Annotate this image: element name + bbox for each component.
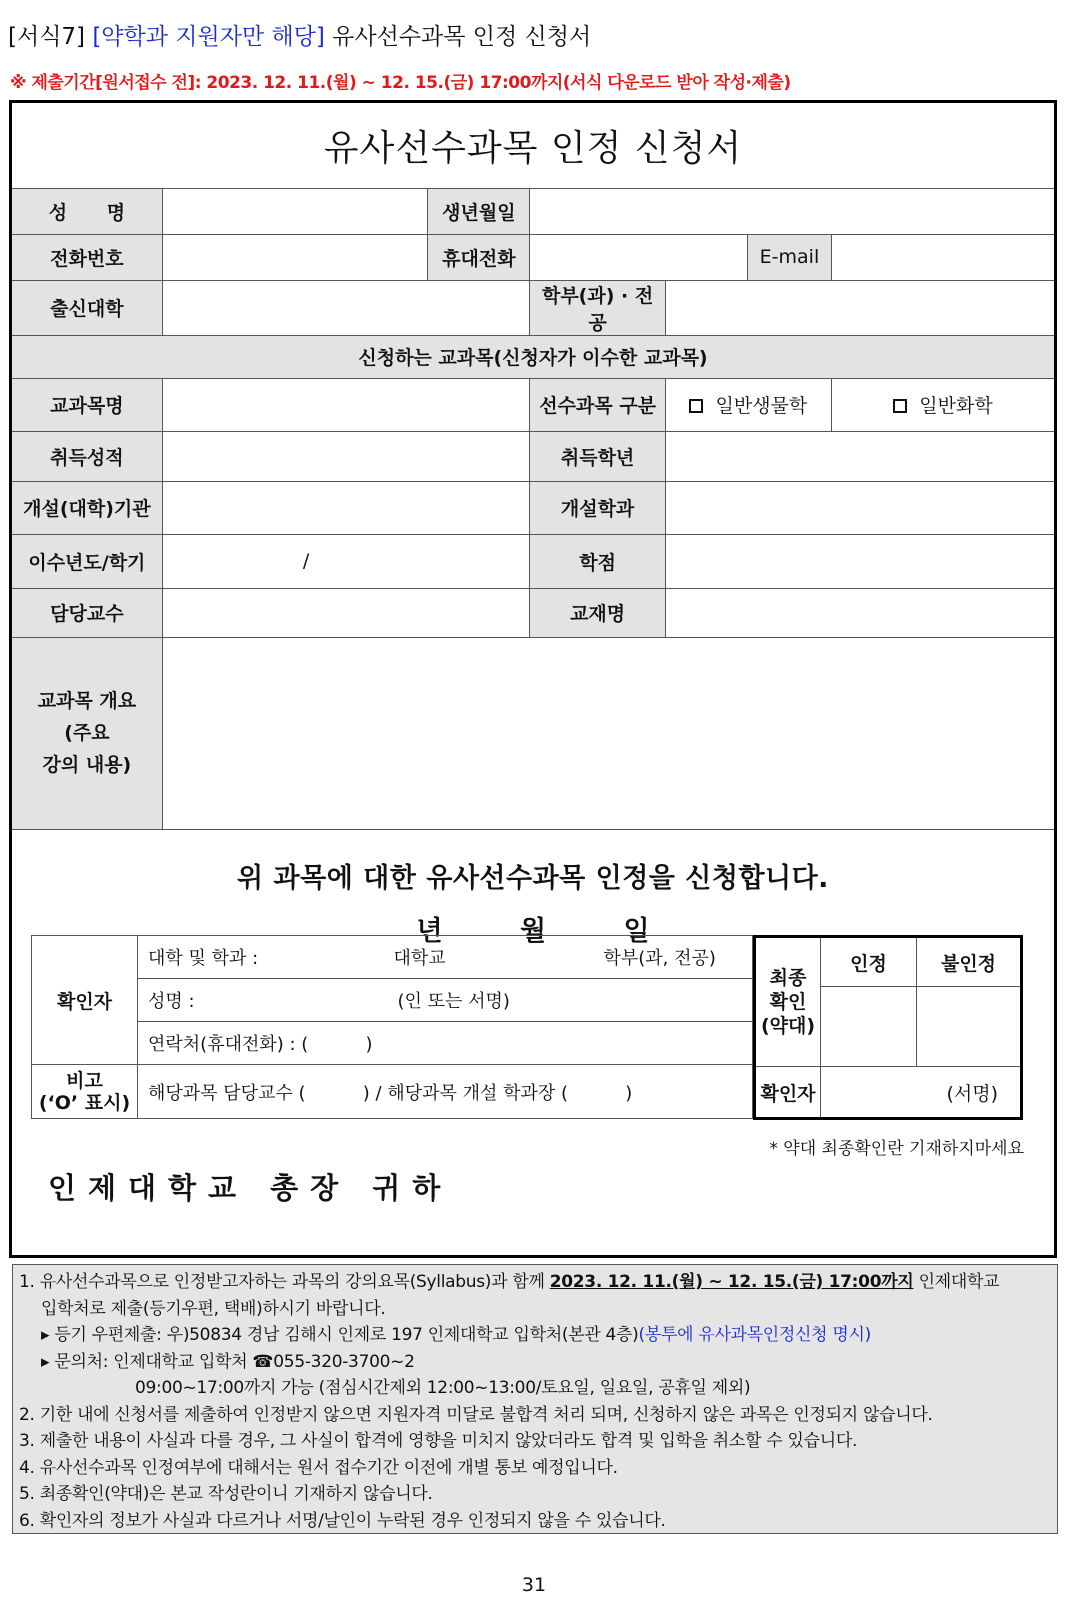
phone-field[interactable] <box>162 234 428 280</box>
offering-dept-field[interactable] <box>665 481 1054 534</box>
sign-label: (서명) <box>946 1082 998 1105</box>
term-field[interactable] <box>162 534 530 588</box>
deadline-notice: ※ 제출기간[원서접수 전]: 2023. 12. 11.(월) ~ 12. 15.(금) 17:00까지(서식 다운로드 받아 작성·제출) <box>10 73 791 93</box>
credits-label: 학점 <box>530 534 665 588</box>
name-label: 성 명 <box>12 189 162 234</box>
final-confirmer-label: 확인자 <box>755 1067 821 1119</box>
course-name-label: 교과목명 <box>12 378 162 431</box>
option-general-chemistry[interactable] <box>832 378 1054 431</box>
univ-label: 대학교 <box>393 948 446 969</box>
approve-header: 인정 <box>821 937 917 987</box>
note-2: 2. 기한 내에 신청서를 제출하여 인정받지 않으면 지원자격 미달로 불합격 처리 되며, 신청하지 않은 과목은 인정되지 않습니다. <box>19 1404 933 1425</box>
professor-label: 담당교수 <box>12 588 162 637</box>
date-month: 월 <box>519 915 547 947</box>
final-label-line2: 확인 <box>769 991 807 1013</box>
grade-label: 취득성적 <box>12 431 162 481</box>
checkbox-icon[interactable] <box>893 399 907 413</box>
overview-label-line1: 교과목 개요 <box>37 690 137 712</box>
final-note: * 약대 최종확인란 기재하지마세요 <box>769 1139 1024 1159</box>
note-1-hours: 09:00~17:00까지 가능 (점심시간제외 12:00~13:00/토요일, 일요일, 공휴일 제외) <box>135 1378 751 1398</box>
credits-field[interactable] <box>665 534 1054 588</box>
term-separator: / <box>302 550 310 572</box>
overview-label <box>12 637 162 829</box>
university-label: 출신대학 <box>12 280 162 335</box>
note-6: 6. 확인자의 정보가 사실과 다르거나 서명/날인이 누락된 경우 인정되지 않을 수 있습니다. <box>19 1510 666 1531</box>
dept-label: 학부(과, 전공) <box>603 948 716 969</box>
phone-label: 전화번호 <box>12 234 162 280</box>
mobile-label: 휴대전화 <box>428 234 530 280</box>
final-label-line3: (약대) <box>760 1015 816 1037</box>
form-header <box>8 18 591 51</box>
approve-cell[interactable] <box>821 987 917 1067</box>
professor-field[interactable] <box>162 588 530 637</box>
textbook-label: 교재명 <box>530 588 665 637</box>
note-1-line2: 입학처로 제출(등기우편, 택배)하시기 바랍니다. <box>41 1298 386 1319</box>
year-taken-label: 취득학년 <box>530 431 665 481</box>
confirmer-name-row[interactable] <box>138 979 753 1022</box>
mail-address: ▸ 등기 우편제출: 우)50834 경남 김해시 인제로 197 인제대학교 입학처(본관 4층) <box>41 1325 639 1345</box>
birth-label: 생년월일 <box>428 189 530 234</box>
department-field[interactable] <box>665 280 1054 335</box>
birth-field[interactable] <box>530 189 1054 234</box>
year-taken-field[interactable] <box>665 431 1054 481</box>
note-1-deadline: 2023. 12. 11.(월) ~ 12. 15.(금) 17:00까지 <box>549 1272 914 1292</box>
envelope-note: (봉투에 유사과목인정신청 명시) <box>638 1325 871 1345</box>
instructions-box <box>12 1264 1058 1534</box>
reject-cell[interactable] <box>917 987 1022 1067</box>
remark-label-line2: (‘O’ 표시) <box>38 1091 131 1114</box>
institution-field[interactable] <box>162 481 530 534</box>
overview-label-line3: 강의 내용) <box>42 754 132 776</box>
note-1-mail <box>19 1322 1051 1349</box>
option-general-biology[interactable] <box>665 378 831 431</box>
note-1-contact: ▸ 문의처: 인제대학교 입학처 ☎055-320-3700~2 <box>41 1351 415 1372</box>
overview-label-line2: (주요 <box>64 722 110 744</box>
grade-field[interactable] <box>162 431 530 481</box>
date-day: 일 <box>623 915 650 947</box>
form-title: 유사선수과목 인정 신청서 <box>12 103 1054 189</box>
remark-label <box>32 1065 138 1119</box>
note-5: 5. 최종확인(약대)은 본교 작성란이니 기재하지 않습니다. <box>19 1484 433 1504</box>
final-confirmation-table <box>753 935 1023 1120</box>
confirmer-name-label: 성명 : <box>148 991 195 1012</box>
univ-dept-label: 대학 및 학과 : <box>148 948 259 969</box>
note-1-text: 1. 유사선수과목으로 인정받고자하는 과목의 강의요목(Syllabus)과 함께 <box>19 1272 550 1292</box>
note-3: 3. 제출한 내용이 사실과 다를 경우, 그 사실이 합격에 영향을 미치지 않았더라도 합격 및 입학을 취소할 수 있습니다. <box>19 1431 858 1451</box>
note-4: 4. 유사선수과목 인정여부에 대해서는 원서 접수기간 이전에 개별 통보 예정입니다. <box>19 1457 618 1478</box>
confirmer-univ-row[interactable] <box>138 936 753 979</box>
target-note: [약학과 지원자만 해당] <box>92 24 325 50</box>
institution-label: 개설(대학)기관 <box>12 481 162 534</box>
final-label-line1: 최종 <box>769 967 807 989</box>
category-label: 선수과목 구분 <box>530 378 665 431</box>
application-statement: 위 과목에 대한 유사선수과목 인정을 신청합니다. <box>237 862 829 894</box>
confirmer-table <box>31 935 753 1119</box>
checkbox-icon[interactable] <box>689 399 703 413</box>
textbook-field[interactable] <box>665 588 1054 637</box>
term-label: 이수년도/학기 <box>12 534 162 588</box>
applicant-table <box>12 189 1054 830</box>
email-field[interactable] <box>832 234 1054 280</box>
form-number: [서식7] <box>8 24 86 50</box>
department-label: 학부(과) · 전공 <box>530 280 665 335</box>
overview-field[interactable] <box>162 637 1054 829</box>
option-chemistry-label: 일반화학 <box>919 395 993 417</box>
remark-text[interactable]: 해당과목 담당교수 ( ) / 해당과목 개설 학과장 ( ) <box>138 1065 753 1119</box>
final-sign-field[interactable] <box>821 1067 1022 1119</box>
date-year: 년 <box>416 915 443 947</box>
university-field[interactable] <box>162 280 530 335</box>
note-1 <box>19 1269 1051 1296</box>
header-title: 유사선수과목 인정 신청서 <box>332 24 592 50</box>
confirmer-label: 확인자 <box>32 936 138 1065</box>
confirmation-section <box>31 935 1031 1121</box>
reject-header: 불인정 <box>917 937 1022 987</box>
option-biology-label: 일반생물학 <box>715 395 808 417</box>
course-name-field[interactable] <box>162 378 530 431</box>
name-field[interactable] <box>162 189 428 234</box>
seal-label: (인 또는 서명) <box>397 991 510 1012</box>
offering-dept-label: 개설학과 <box>530 481 665 534</box>
mobile-field[interactable] <box>530 234 747 280</box>
email-label: E-mail <box>747 234 831 280</box>
remark-label-line1: 비고 <box>66 1069 103 1092</box>
final-label <box>755 937 821 1067</box>
page-number: 31 <box>521 1574 547 1596</box>
addressee: 인제대학교 총장 귀하 <box>48 1171 453 1205</box>
note-1-univ: 인제대학교 <box>913 1272 1000 1292</box>
course-section-title: 신청하는 교과목(신청자가 이수한 교과목) <box>12 335 1054 378</box>
confirmer-contact-row[interactable]: 연락처(휴대전화) : ( ) <box>138 1022 753 1065</box>
